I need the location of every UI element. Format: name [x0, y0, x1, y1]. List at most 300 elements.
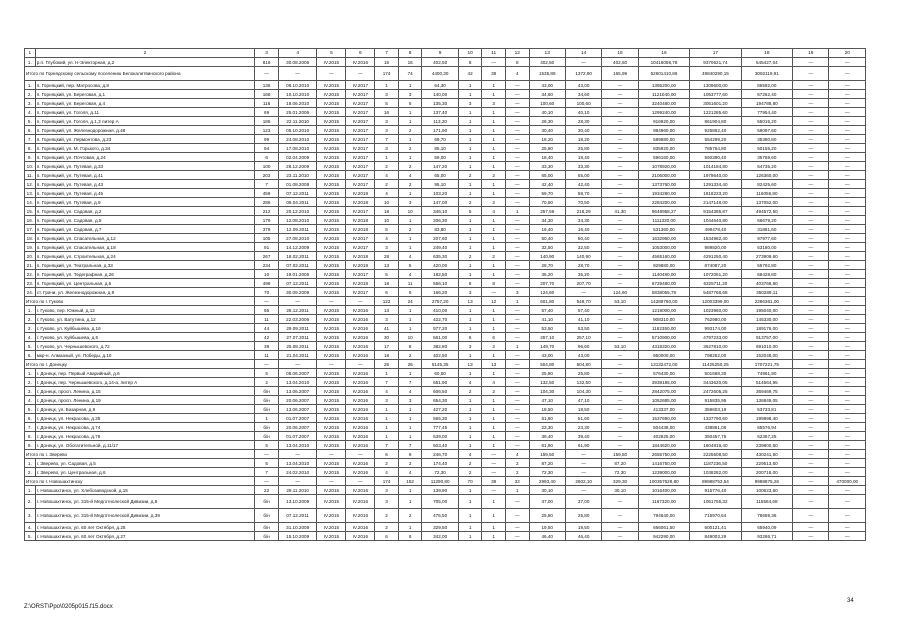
table-cell: IV.2015: [317, 171, 346, 180]
table-cell: 548,70: [565, 297, 601, 306]
table-cell: 11425250,25: [690, 360, 741, 369]
table-cell: 1: [398, 243, 422, 252]
table-cell: IV.2015: [317, 523, 346, 532]
table-cell: 1: [375, 153, 399, 162]
table-cell: IV.2017: [346, 162, 375, 171]
table-cell: 10.10.2010: [278, 90, 317, 99]
table-cell: 159,50: [602, 450, 638, 459]
table-cell: —: [829, 306, 866, 315]
table-cell: —: [505, 108, 529, 117]
table-cell: 7: [398, 378, 422, 387]
table-cell: 6: [458, 333, 482, 342]
table-cell: —: [793, 252, 829, 261]
table-cell: —: [505, 144, 529, 153]
table-cell: 6: [398, 288, 422, 297]
address-cell: п. Горняцкий, ул. Гоголя, д.1,3 литер А: [35, 117, 255, 126]
table-cell: 1: [482, 396, 506, 405]
table-cell: 49840290,15: [690, 67, 741, 81]
table-cell: 65940,09: [741, 523, 792, 532]
table-cell: 1053777,60: [690, 90, 741, 99]
table-row: [25, 432, 866, 441]
table-cell: 560390,40: [690, 153, 741, 162]
table-cell: 13.04.2010: [278, 459, 317, 468]
table-cell: —: [602, 315, 638, 324]
table-cell: —: [565, 459, 601, 468]
table-cell: 26: [375, 360, 399, 369]
table-cell: 32: [505, 477, 529, 486]
address-cell: г. Донецк, ул. Некрасова, д.78: [35, 432, 255, 441]
address-cell: г. Донецк, пер. Первый Аварийный, д.6: [35, 369, 255, 378]
table-cell: 4: [398, 171, 422, 180]
table-cell: 1078920,00: [638, 162, 689, 171]
table-cell: —: [793, 243, 829, 252]
table-cell: 422,70: [422, 315, 458, 324]
table-cell: 77954,40: [741, 108, 792, 117]
table-cell: 11290,80: [422, 477, 458, 486]
address-cell: п. Горняцкий, ул. Центральная, д.6: [35, 279, 255, 288]
table-row: [25, 333, 866, 342]
table-cell: 1: [458, 270, 482, 279]
table-cell: —: [602, 90, 638, 99]
table-cell: 3: [398, 198, 422, 207]
table-cell: —: [602, 306, 638, 315]
table-cell: —: [829, 523, 866, 532]
table-cell: 2: [375, 180, 399, 189]
table-cell: 1: [375, 81, 399, 90]
table-cell: 70: [458, 477, 482, 486]
table-cell: IV.2015: [317, 270, 346, 279]
table-cell: 849003,29: [690, 532, 741, 541]
table-cell: IV.2016: [346, 486, 375, 495]
table-cell: 1: [458, 90, 482, 99]
table-cell: 3: [458, 342, 482, 351]
table-cell: 2: [458, 468, 482, 477]
table-row: [25, 396, 866, 405]
table-cell: IV.2015: [317, 441, 346, 450]
table-cell: 1038282,00: [690, 468, 741, 477]
table-cell: 18,20: [529, 135, 565, 144]
table-cell: 30,10: [529, 486, 565, 495]
table-cell: —: [505, 234, 529, 243]
table-cell: —: [602, 324, 638, 333]
table-cell: 53,10: [602, 342, 638, 351]
table-cell: 20.12.2010: [278, 207, 317, 216]
table-row: [25, 468, 866, 477]
table-cell: IV.2017: [346, 171, 375, 180]
table-cell: IV.2016: [346, 369, 375, 378]
table-cell: 257,10: [529, 333, 565, 342]
table-cell: 1: [398, 315, 422, 324]
table-cell: 95,10: [422, 180, 458, 189]
table-cell: 942290,00: [638, 532, 689, 541]
table-cell: 382,80: [422, 342, 458, 351]
table-cell: 4.: [25, 523, 36, 532]
table-cell: IV.2015: [317, 532, 346, 541]
table-cell: 97977,60: [741, 234, 792, 243]
table-cell: IV.2017: [346, 108, 375, 117]
table-cell: —: [505, 162, 529, 171]
table-cell: 19.01.2006: [278, 270, 317, 279]
column-number: 3: [255, 49, 279, 58]
table-cell: 1.: [25, 486, 36, 495]
table-cell: 342,00: [422, 532, 458, 541]
table-cell: IV.2015: [317, 423, 346, 432]
table-cell: 635,30: [422, 252, 458, 261]
table-cell: —: [602, 261, 638, 270]
table-cell: 6325711,20: [690, 279, 741, 288]
table-cell: 207,70: [529, 279, 565, 288]
table-cell: 2225508,50: [690, 450, 741, 459]
table-cell: 99: [255, 135, 279, 144]
table-cell: IV.2016: [346, 351, 375, 360]
subtotal-row: [25, 450, 866, 459]
table-cell: 403768,80: [741, 279, 792, 288]
table-cell: 6: [255, 153, 279, 162]
table-cell: 30,10: [602, 486, 638, 495]
address-cell: п. Горняцкий, ул. Лермонтова, д.23: [35, 135, 255, 144]
table-row: [25, 243, 866, 252]
subtotal-row: [25, 477, 866, 486]
table-cell: 72,30: [529, 468, 565, 477]
table-cell: —: [255, 450, 279, 459]
table-cell: IV.2016: [346, 387, 375, 396]
table-cell: 149,70: [529, 342, 565, 351]
table-cell: 51,60: [529, 414, 565, 423]
table-cell: —: [829, 162, 866, 171]
table-row: [25, 207, 866, 216]
table-cell: —: [317, 477, 346, 486]
table-cell: —: [505, 81, 529, 90]
table-cell: IV.2016: [346, 441, 375, 450]
table-cell: 11: [398, 279, 422, 288]
table-cell: 43,00: [565, 351, 601, 360]
table-cell: 7: [398, 441, 422, 450]
table-cell: 174,40: [422, 459, 458, 468]
table-cell: —: [602, 432, 638, 441]
table-cell: 28: [375, 252, 399, 261]
table-cell: 504,80: [529, 360, 565, 369]
table-cell: 13.04.2010: [278, 441, 317, 450]
table-cell: 5145,35: [422, 360, 458, 369]
table-cell: 207,70: [565, 279, 601, 288]
column-number: 6: [346, 49, 375, 58]
table-cell: 503,40: [422, 441, 458, 450]
table-cell: —: [829, 67, 866, 81]
address-cell: г. Донецк, просп. Ленина, д.15: [35, 387, 255, 396]
table-cell: —: [505, 369, 529, 378]
table-cell: 4: [375, 387, 399, 396]
table-cell: 4: [398, 252, 422, 261]
table-cell: 44: [255, 324, 279, 333]
table-cell: 3: [375, 396, 399, 405]
table-cell: 286: [255, 198, 279, 207]
address-cell: п. Горняцкий, ул. Путевая, д.33: [35, 162, 255, 171]
table-cell: 19,50: [529, 523, 565, 532]
table-cell: 207,60: [422, 234, 458, 243]
table-cell: 1: [458, 369, 482, 378]
table-cell: —: [793, 532, 829, 541]
table-cell: 1: [505, 207, 529, 216]
table-cell: —: [793, 58, 829, 67]
table-cell: 2: [458, 252, 482, 261]
table-cell: 105: [255, 234, 279, 243]
table-cell: 4: [375, 468, 399, 477]
table-cell: 59,00: [422, 153, 458, 162]
table-cell: 1: [398, 432, 422, 441]
table-cell: 420,00: [422, 261, 458, 270]
address-cell: г. Гуково, ул. Куйбышева, д.16: [35, 324, 255, 333]
table-cell: 1: [482, 261, 506, 270]
table-cell: 216,29: [565, 207, 601, 216]
table-cell: 2655750,00: [638, 450, 689, 459]
table-cell: 596160,00: [638, 153, 689, 162]
table-cell: —: [602, 225, 638, 234]
table-cell: —: [829, 324, 866, 333]
table-cell: 59,70: [529, 189, 565, 198]
table-cell: —: [829, 396, 866, 405]
table-cell: 152: [398, 477, 422, 486]
table-cell: 64735,20: [741, 162, 792, 171]
table-cell: 4: [458, 378, 482, 387]
table-cell: 1: [458, 81, 482, 90]
table-cell: —: [602, 441, 638, 450]
table-cell: 104,30: [565, 387, 601, 396]
table-row: [25, 532, 866, 541]
table-cell: 4.: [25, 108, 36, 117]
table-cell: 10: [398, 207, 422, 216]
table-cell: 199898,40: [741, 414, 792, 423]
table-cell: 85592,00: [741, 81, 792, 90]
table-cell: 91: [255, 243, 279, 252]
table-cell: IV.2015: [317, 117, 346, 126]
table-cell: 1: [398, 523, 422, 532]
table-cell: 4: [375, 189, 399, 198]
table-cell: 2842075,00: [638, 387, 689, 396]
table-cell: 600121,41: [690, 523, 741, 532]
table-cell: 14.: [25, 198, 36, 207]
table-cell: 126360,00: [741, 171, 792, 180]
table-cell: 39: [255, 342, 279, 351]
table-cell: IV.2016: [346, 324, 375, 333]
table-cell: 1: [482, 243, 506, 252]
column-number: 1: [25, 49, 36, 58]
table-cell: 41,30: [602, 207, 638, 216]
table-cell: 13.10.2009: [278, 495, 317, 509]
table-cell: 1: [482, 509, 506, 523]
table-cell: —: [793, 153, 829, 162]
table-cell: 1: [375, 414, 399, 423]
table-cell: 1219000,00: [638, 306, 689, 315]
table-cell: 123: [255, 126, 279, 135]
table-cell: 561,00: [422, 333, 458, 342]
table-cell: 07.02.2011: [278, 261, 317, 270]
table-cell: 1053000,00: [638, 243, 689, 252]
table-cell: IV.2015: [317, 279, 346, 288]
table-cell: IV.2015: [317, 396, 346, 405]
table-cell: 1016400,00: [638, 486, 689, 495]
table-cell: —: [829, 207, 866, 216]
table-cell: 1182350,00: [638, 324, 689, 333]
table-cell: 402,50: [602, 58, 638, 67]
table-cell: 3: [375, 90, 399, 99]
table-cell: 23.: [25, 279, 36, 288]
table-cell: 498: [255, 279, 279, 288]
table-cell: 1: [482, 144, 506, 153]
table-cell: —: [793, 477, 829, 486]
table-cell: —: [505, 243, 529, 252]
table-cell: IV.2015: [317, 234, 346, 243]
table-cell: 89988753,54: [690, 477, 741, 486]
table-cell: 27.07.2011: [278, 333, 317, 342]
table-row: [25, 459, 866, 468]
table-cell: 1.: [25, 306, 36, 315]
address-cell: п. Горняцкий, ул. Садовая, д.5: [35, 216, 255, 225]
table-cell: IV.2016: [346, 58, 375, 67]
table-cell: 2: [505, 459, 529, 468]
table-cell: 3092119,91: [741, 67, 792, 81]
table-cell: 2: [398, 162, 422, 171]
table-cell: IV.2017: [346, 243, 375, 252]
table-cell: 1: [482, 117, 506, 126]
table-cell: —: [829, 99, 866, 108]
table-cell: 1: [482, 126, 506, 135]
table-cell: 13.06.2007: [278, 387, 317, 396]
table-cell: 3051601,20: [690, 99, 741, 108]
table-row: [25, 90, 866, 99]
table-cell: —: [793, 189, 829, 198]
table-cell: IV.2016: [346, 509, 375, 523]
table-cell: 07.12.2011: [278, 189, 317, 198]
table-cell: —: [602, 414, 638, 423]
table-cell: —: [602, 216, 638, 225]
table-cell: 5: [375, 225, 399, 234]
table-cell: —: [505, 351, 529, 360]
table-cell: —: [505, 252, 529, 261]
table-cell: 1: [505, 297, 529, 306]
table-cell: 350289,11: [741, 288, 792, 297]
table-cell: IV.2016: [346, 342, 375, 351]
table-cell: 1: [482, 90, 506, 99]
table-cell: 124,60: [529, 288, 565, 297]
table-cell: 2106000,00: [638, 171, 689, 180]
table-cell: 475,50: [422, 509, 458, 523]
table-cell: IV.2015: [317, 387, 346, 396]
table-cell: 5.: [25, 342, 36, 351]
column-number: 19: [793, 49, 829, 58]
table-cell: —: [793, 486, 829, 495]
table-cell: —: [565, 450, 601, 459]
table-row: [25, 189, 866, 198]
table-cell: —: [505, 396, 529, 405]
table-cell: 554299,20: [690, 135, 741, 144]
table-cell: 6: [375, 450, 399, 459]
table-cell: 29.11.2010: [278, 486, 317, 495]
table-cell: 1: [482, 153, 506, 162]
table-cell: 152048,00: [741, 351, 792, 360]
address-cell: п. Горняцкий, ул. Садовая, д.7: [35, 225, 255, 234]
table-cell: 1: [458, 144, 482, 153]
table-cell: 1: [398, 495, 422, 509]
table-cell: 203: [255, 171, 279, 180]
table-cell: 115564,68: [741, 495, 792, 509]
table-cell: 2147148,00: [690, 198, 741, 207]
table-cell: 46,40: [565, 532, 601, 541]
table-cell: 5: [255, 459, 279, 468]
table-cell: 2.: [25, 315, 36, 324]
table-cell: 18: [375, 351, 399, 360]
table-cell: —: [829, 315, 866, 324]
table-cell: 28,70: [529, 261, 565, 270]
table-row: [25, 523, 866, 532]
table-cell: 179: [255, 216, 279, 225]
table-cell: 25,80: [565, 144, 601, 153]
table-cell: 10: [375, 198, 399, 207]
table-cell: б/н: [255, 405, 279, 414]
table-cell: —: [602, 532, 638, 541]
table-cell: 1: [482, 495, 506, 509]
table-cell: —: [829, 387, 866, 396]
table-cell: 2: [505, 468, 529, 477]
table-cell: 145330,00: [741, 315, 792, 324]
table-cell: 72,30: [602, 468, 638, 477]
table-cell: —: [602, 180, 638, 189]
table-cell: 8: [482, 279, 506, 288]
table-cell: 47,10: [529, 396, 565, 405]
table-row: [25, 405, 866, 414]
table-cell: 83,80: [422, 225, 458, 234]
table-cell: 1: [482, 324, 506, 333]
table-cell: 17.08.2010: [278, 144, 317, 153]
table-row: [25, 288, 866, 297]
table-cell: IV.2016: [346, 459, 375, 468]
table-cell: 504,80: [565, 360, 601, 369]
table-cell: 1844620,00: [638, 441, 689, 450]
table-cell: 430241,50: [741, 450, 792, 459]
table-cell: —: [793, 509, 829, 523]
table-cell: 185: [255, 117, 279, 126]
table-cell: —: [505, 306, 529, 315]
table-cell: 1: [482, 135, 506, 144]
table-cell: 28,30: [529, 117, 565, 126]
table-cell: 174: [375, 477, 399, 486]
table-cell: IV.2015: [317, 378, 346, 387]
table-cell: —: [602, 396, 638, 405]
table-cell: —: [793, 441, 829, 450]
table-cell: —: [829, 378, 866, 387]
table-cell: —: [793, 99, 829, 108]
table-cell: 1: [398, 369, 422, 378]
table-cell: 2284200,00: [638, 198, 689, 207]
table-cell: 257,10: [565, 333, 601, 342]
table-cell: 52601410,86: [638, 67, 689, 81]
table-cell: 1: [398, 405, 422, 414]
table-cell: 26: [398, 360, 422, 369]
table-cell: IV.2015: [317, 81, 346, 90]
table-cell: 1: [458, 180, 482, 189]
table-cell: 4: [375, 171, 399, 180]
table-cell: 4: [458, 450, 482, 459]
table-cell: 23.11.2010: [278, 171, 317, 180]
table-cell: 1: [458, 405, 482, 414]
table-cell: 929880,00: [638, 261, 689, 270]
table-cell: 1239000,00: [638, 468, 689, 477]
table-cell: 3240480,00: [638, 99, 689, 108]
table-cell: 194788,80: [741, 99, 792, 108]
table-cell: 329,30: [602, 477, 638, 486]
table-cell: 2: [398, 351, 422, 360]
table-cell: 601,80: [529, 297, 565, 306]
table-cell: 1: [458, 396, 482, 405]
